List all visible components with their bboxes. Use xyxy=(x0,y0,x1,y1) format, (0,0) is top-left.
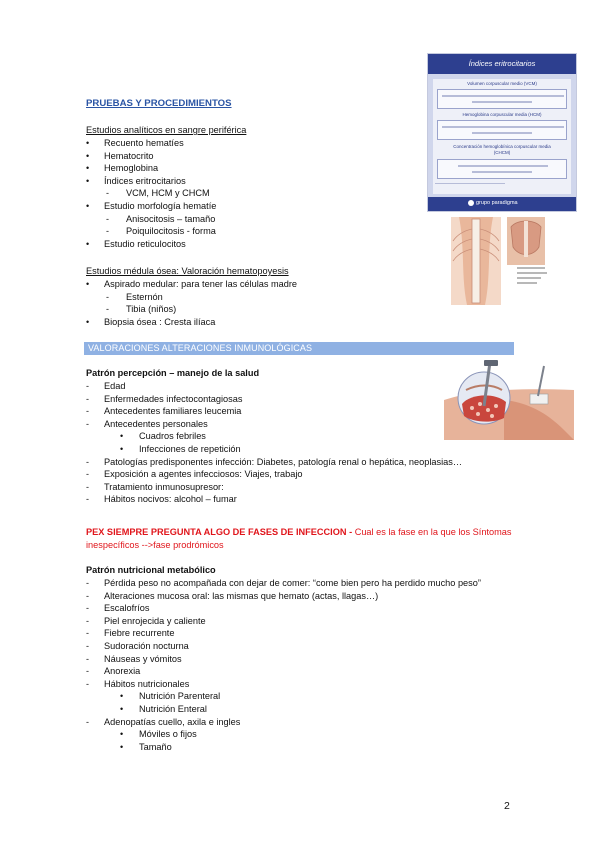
list-item xyxy=(86,665,526,678)
list-item xyxy=(86,278,416,291)
list-item xyxy=(86,481,506,494)
dash-icon: - xyxy=(86,678,89,689)
list-item xyxy=(86,627,526,640)
dash-icon: - xyxy=(86,590,89,601)
subheading-sangre: Estudios analíticos en sangre periférica xyxy=(86,125,247,135)
list-item xyxy=(86,443,506,456)
list-item xyxy=(86,456,506,469)
exam-note-line2: inespecíficos -->fase prodrómicos xyxy=(86,540,224,550)
list-item xyxy=(86,303,416,316)
list-item-text: Nutrición Enteral xyxy=(139,703,207,714)
spine-column-shape xyxy=(524,221,528,257)
exam-note-rest: Cual es la fase en la que los Síntomas xyxy=(354,527,512,537)
dash-icon: - xyxy=(86,666,89,677)
list-item-text: Sudoración nocturna xyxy=(104,640,189,651)
figure-medula-osea xyxy=(451,217,561,307)
list-item-text: VCM, HCM y CHCM xyxy=(126,188,210,199)
list-item-text: Adenopatías cuello, axila e ingles xyxy=(104,716,241,727)
list-item xyxy=(86,405,506,418)
list-item xyxy=(86,716,526,729)
list-item xyxy=(86,590,526,603)
list-item-text: Hematocrito xyxy=(104,150,154,161)
dash-icon: - xyxy=(86,640,89,651)
figure-caption-lines xyxy=(517,267,547,284)
dash-icon: - xyxy=(86,494,89,505)
list-item-text: Antecedentes personales xyxy=(104,418,208,429)
list-item xyxy=(86,187,416,200)
dash-icon: - xyxy=(86,406,89,417)
list-item xyxy=(86,291,416,304)
dash-icon: - xyxy=(106,291,109,302)
bullet-icon: • xyxy=(120,703,124,714)
exam-note-bold: PEX SIEMPRE PREGUNTA ALGO DE FASES DE INFECCION - xyxy=(86,527,355,537)
list-item xyxy=(86,577,526,590)
bullet-icon: • xyxy=(86,150,90,161)
list-item-text: Biopsia ósea : Cresta ilíaca xyxy=(104,316,216,327)
list-item xyxy=(86,690,526,703)
formula-hcm-heading: Hemoglobina corpuscular media (HCM) xyxy=(462,112,542,117)
bullet-icon: • xyxy=(86,238,90,249)
list-item xyxy=(86,728,526,741)
dash-icon: - xyxy=(86,456,89,467)
list-item-text: Móviles o fijos xyxy=(139,729,197,740)
dash-icon: - xyxy=(86,603,89,614)
list-item xyxy=(86,150,416,163)
list-item xyxy=(86,493,506,506)
dash-icon: - xyxy=(86,481,89,492)
dash-icon: - xyxy=(86,615,89,626)
list-item xyxy=(86,393,506,406)
section-bar-inmunologicas: VALORACIONES ALTERACIONES INMUNOLÓGICAS xyxy=(84,342,514,355)
bullet-icon: • xyxy=(120,741,124,752)
list-item xyxy=(86,162,416,175)
list-item-text: Nutrición Parenteral xyxy=(139,691,221,702)
list-item-text: Edad xyxy=(104,381,126,391)
list-item-text: Estudio morfología hematíe xyxy=(104,200,217,211)
list-item xyxy=(86,653,526,666)
dash-icon: - xyxy=(106,304,109,315)
section-header-pruebas: PRUEBAS Y PROCEDIMIENTOS xyxy=(86,98,232,109)
list-medula xyxy=(86,278,416,328)
figure-biopsia-procedimiento xyxy=(444,360,574,440)
pattern-percepcion-title: Patrón percepción – manejo de la salud xyxy=(86,368,260,378)
list-item-text: Alteraciones mucosa oral: las mismas que hemato (actas, llagas…) xyxy=(104,590,379,601)
list-item-text: Fiebre recurrente xyxy=(104,628,175,639)
list-item-text: Estudio reticulocitos xyxy=(104,238,186,249)
figure-indices-eritrocitarios xyxy=(427,53,577,212)
figure-footer-band xyxy=(428,197,576,211)
figure-title: Índices eritrocitarios xyxy=(468,59,536,68)
list-item xyxy=(86,678,526,691)
list-item-text: Escalofríos xyxy=(104,603,150,614)
list-item xyxy=(86,602,526,615)
sternum-shape xyxy=(472,219,480,303)
bullet-icon: • xyxy=(120,443,124,454)
list-item-text: Hábitos nocivos: alcohol – fumar xyxy=(104,494,237,505)
list-item-text: Infecciones de repetición xyxy=(139,443,241,454)
formula-chcm-box xyxy=(437,159,567,179)
list-item xyxy=(86,213,416,226)
dash-icon: - xyxy=(86,716,89,727)
formula-vcm-box xyxy=(437,89,567,109)
list-item-text: Aspirado medular: para tener las células madre xyxy=(104,279,298,289)
formula-vcm-heading: Volumen corpuscular medio (VCM) xyxy=(467,81,537,86)
bullet-icon: • xyxy=(86,316,90,327)
list-item-text: Hábitos nutricionales xyxy=(104,678,190,689)
list-item-text: Antecedentes familiares leucemia xyxy=(104,406,242,417)
bullet-icon: • xyxy=(86,279,90,289)
list-item-text: Pérdida peso no acompañada con dejar de comer: “come bien pero ha perdido mucho peso” xyxy=(104,578,481,588)
list-item xyxy=(86,200,416,213)
dash-icon: - xyxy=(86,653,89,664)
figure-formula-panel xyxy=(433,79,571,194)
brand-label: grupo paradigma xyxy=(476,200,518,206)
list-item-text: Patologías predisponentes infección: Diabetes, patología renal o hepática, neoplasias… xyxy=(104,456,463,467)
dash-icon: - xyxy=(86,469,89,480)
list-item xyxy=(86,175,416,188)
list-item-text: Tratamiento inmunosupresor: xyxy=(104,481,224,492)
list-item-text: Anisocitosis – tamaño xyxy=(126,213,216,224)
list-item-text: Exposición a agentes infecciosos: Viajes, trabajo xyxy=(104,469,303,480)
list-item-text: Recuento hematíes xyxy=(104,138,184,148)
list-item-text: Enfermedades infectocontagiosas xyxy=(104,393,243,404)
list-item xyxy=(86,703,526,716)
list-sangre xyxy=(86,137,416,250)
list-item-text: Tamaño xyxy=(139,741,172,752)
dash-icon: - xyxy=(86,578,89,588)
brand-logo-icon xyxy=(468,200,474,206)
dash-icon: - xyxy=(86,418,89,429)
list-item xyxy=(86,640,526,653)
dash-icon: - xyxy=(86,381,89,391)
formula-hcm-box xyxy=(437,120,567,140)
list-item-text: Poiquilocitosis - forma xyxy=(126,226,216,237)
subheading-medula: Estudios médula ósea: Valoración hematopoyesis xyxy=(86,266,289,276)
list-item xyxy=(86,615,526,628)
list-item-text: Cuadros febriles xyxy=(139,431,206,442)
formula-chcm-heading: Concentración hemoglobínica corpuscular media (CHCM) xyxy=(453,144,551,155)
dash-icon: - xyxy=(106,188,109,199)
bullet-icon: • xyxy=(120,729,124,740)
list-item xyxy=(86,741,526,754)
list-item-text: Anorexia xyxy=(104,666,141,677)
list-item xyxy=(86,430,506,443)
list-item-text: Tibia (niños) xyxy=(126,304,177,315)
list-item-text: Esternón xyxy=(126,291,163,302)
figure-caption xyxy=(517,268,518,269)
list-item xyxy=(86,468,506,481)
needle-handle-icon xyxy=(484,360,498,366)
bullet-icon: • xyxy=(86,200,90,211)
bullet-icon: • xyxy=(86,138,90,148)
dash-icon: - xyxy=(106,213,109,224)
list-item-text: Índices eritrocitarios xyxy=(104,175,186,186)
list-item xyxy=(86,225,416,238)
bullet-icon: • xyxy=(86,163,90,174)
bullet-icon: • xyxy=(120,691,124,702)
pattern-nutricional-title: Patrón nutricional metabólico xyxy=(86,565,216,575)
list-percepcion xyxy=(86,380,506,506)
list-item-text: Náuseas y vómitos xyxy=(104,653,182,664)
dash-icon: - xyxy=(86,628,89,639)
bullet-icon: • xyxy=(120,431,124,442)
exam-note xyxy=(86,526,511,539)
list-item xyxy=(86,380,506,393)
list-item-text: Hemoglobina xyxy=(104,163,159,174)
list-item xyxy=(86,238,416,251)
page-number: 2 xyxy=(504,800,510,812)
bullet-icon: • xyxy=(86,175,90,186)
list-nutricional xyxy=(86,577,526,753)
dash-icon: - xyxy=(86,393,89,404)
list-item xyxy=(86,137,416,150)
dash-icon: - xyxy=(106,226,109,237)
list-item xyxy=(86,316,416,329)
list-item-text: Piel enrojecida y caliente xyxy=(104,615,206,626)
list-item xyxy=(86,418,506,431)
